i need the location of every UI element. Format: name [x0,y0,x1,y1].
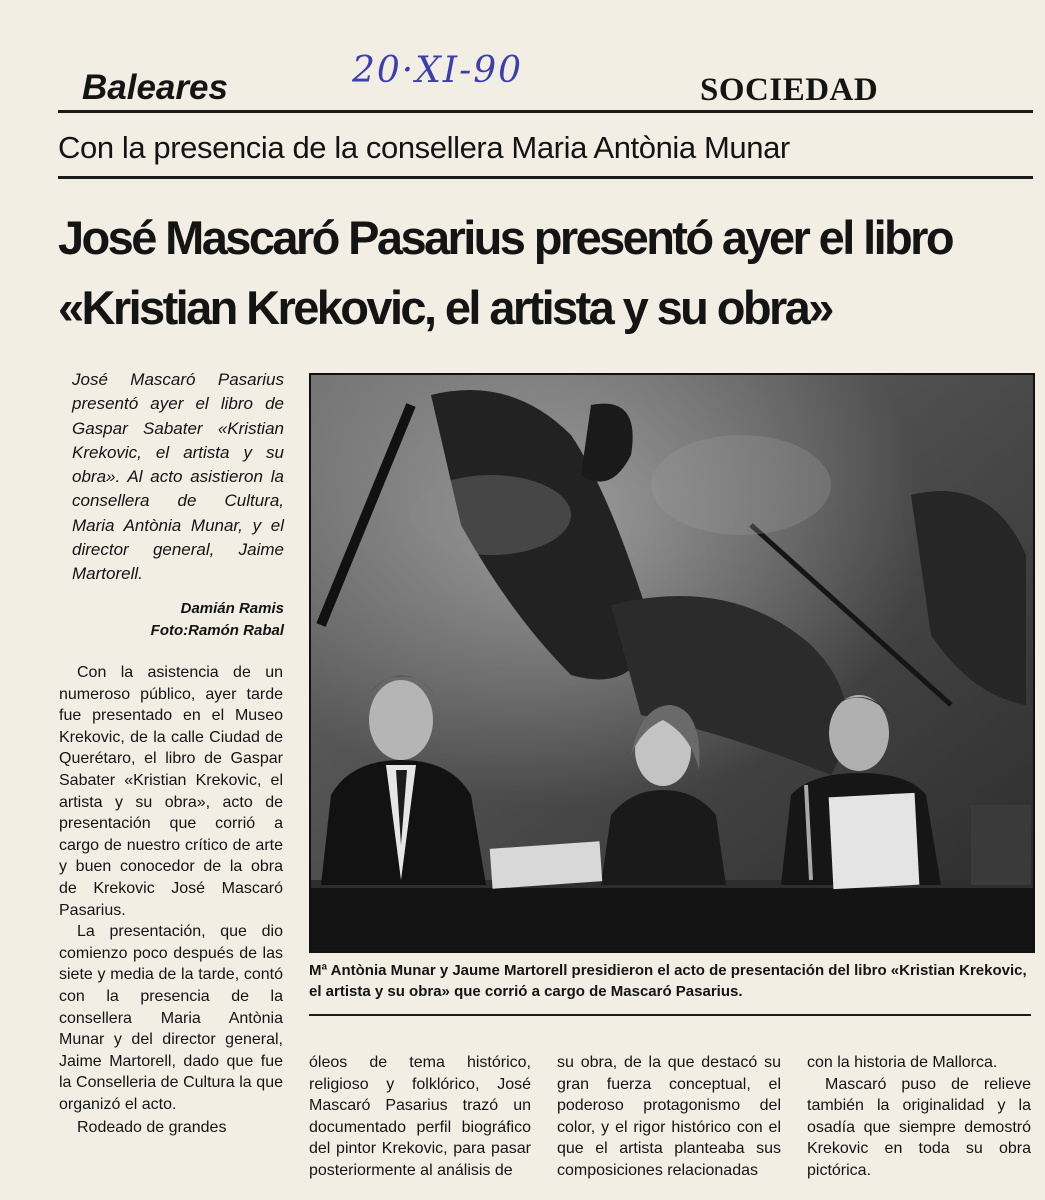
caption-rule [309,1014,1031,1016]
body-paragraph: óleos de tema histórico, religioso y folklórico, José Mascaró Pasarius trazó un documentado perfil biográfico del pintor Krekovic, para pasar posteriormente al análisis de [309,1054,531,1179]
kicker: Con la presencia de la consellera Maria Antònia Munar [58,130,790,165]
body-paragraph: su obra, de la que destacó su gran fuerza conceptual, el poderoso protagonismo del color, y el rigor histórico con el que el artista planteaba sus composiciones relacionadas [557,1054,781,1179]
body-paragraph: Con la asistencia de un numeroso público, ayer tarde fue presentado en el Museo Krekovic, de la calle Ciudad de Querétaro, el libro de Gaspar Sabater «Kristian Krekovic, el artista y su obra», acto de presentación que corrió a cargo de nuestro crítico de arte y buen conocedor de la obra de Krekovic José Mascaró Pasarius. [59,664,283,919]
headline-line-1: José Mascaró Pasarius presentó ayer el libro [58,211,952,264]
body-paragraph: Mascaró puso de relieve también la originalidad y la osadía que siempre demostró Krekovic en toda su obra pictórica. [807,1075,1031,1179]
body-paragraph: La presentación, que dio comienzo poco después de las siete y media de la tarde, contó con la presencia de la consellera Maria Antònia Munar y del director general, Jaime Martorell, dado que fue la Conselleria de Cultura la que organizó el acto. [59,923,283,1113]
header-rule [58,110,1033,113]
body-paragraph: Rodeado de grandes [77,1119,227,1137]
photo-credit: Foto:Ramón Rabal [150,622,284,639]
body-column-3 [557,1052,781,1182]
body-column-1 [59,662,283,1139]
byline [72,598,284,642]
lead-paragraph: José Mascaró Pasarius presentó ayer el libro de Gaspar Sabater «Kristian Krekovic, el artista y su obra». Al acto asistieron la consellera de Cultura, Maria Antònia Munar, y el director general, Jaime Martorell. [72,370,284,584]
handwritten-date: 20·XI-90 [352,50,524,91]
byline-author: Damián Ramis [180,600,284,617]
section-title: Baleares [82,68,228,107]
body-paragraph: con la historia de Mallorca. [807,1054,998,1071]
body-column-2 [309,1052,531,1182]
photo-caption: Mª Antònia Munar y Jaume Martorell presidieron el acto de presentación del libro «Kristian Krekovic, el artista y su obra» que corrió a cargo de Mascaró Pasarius. [309,962,1027,1000]
kicker-rule [58,176,1033,179]
news-photo [309,373,1035,953]
photo-illustration [311,375,1033,951]
category-label: SOCIEDAD [700,72,879,108]
body-column-4 [807,1052,1031,1182]
headline-line-2: «Kristian Krekovic, el artista y su obra» [58,281,832,334]
